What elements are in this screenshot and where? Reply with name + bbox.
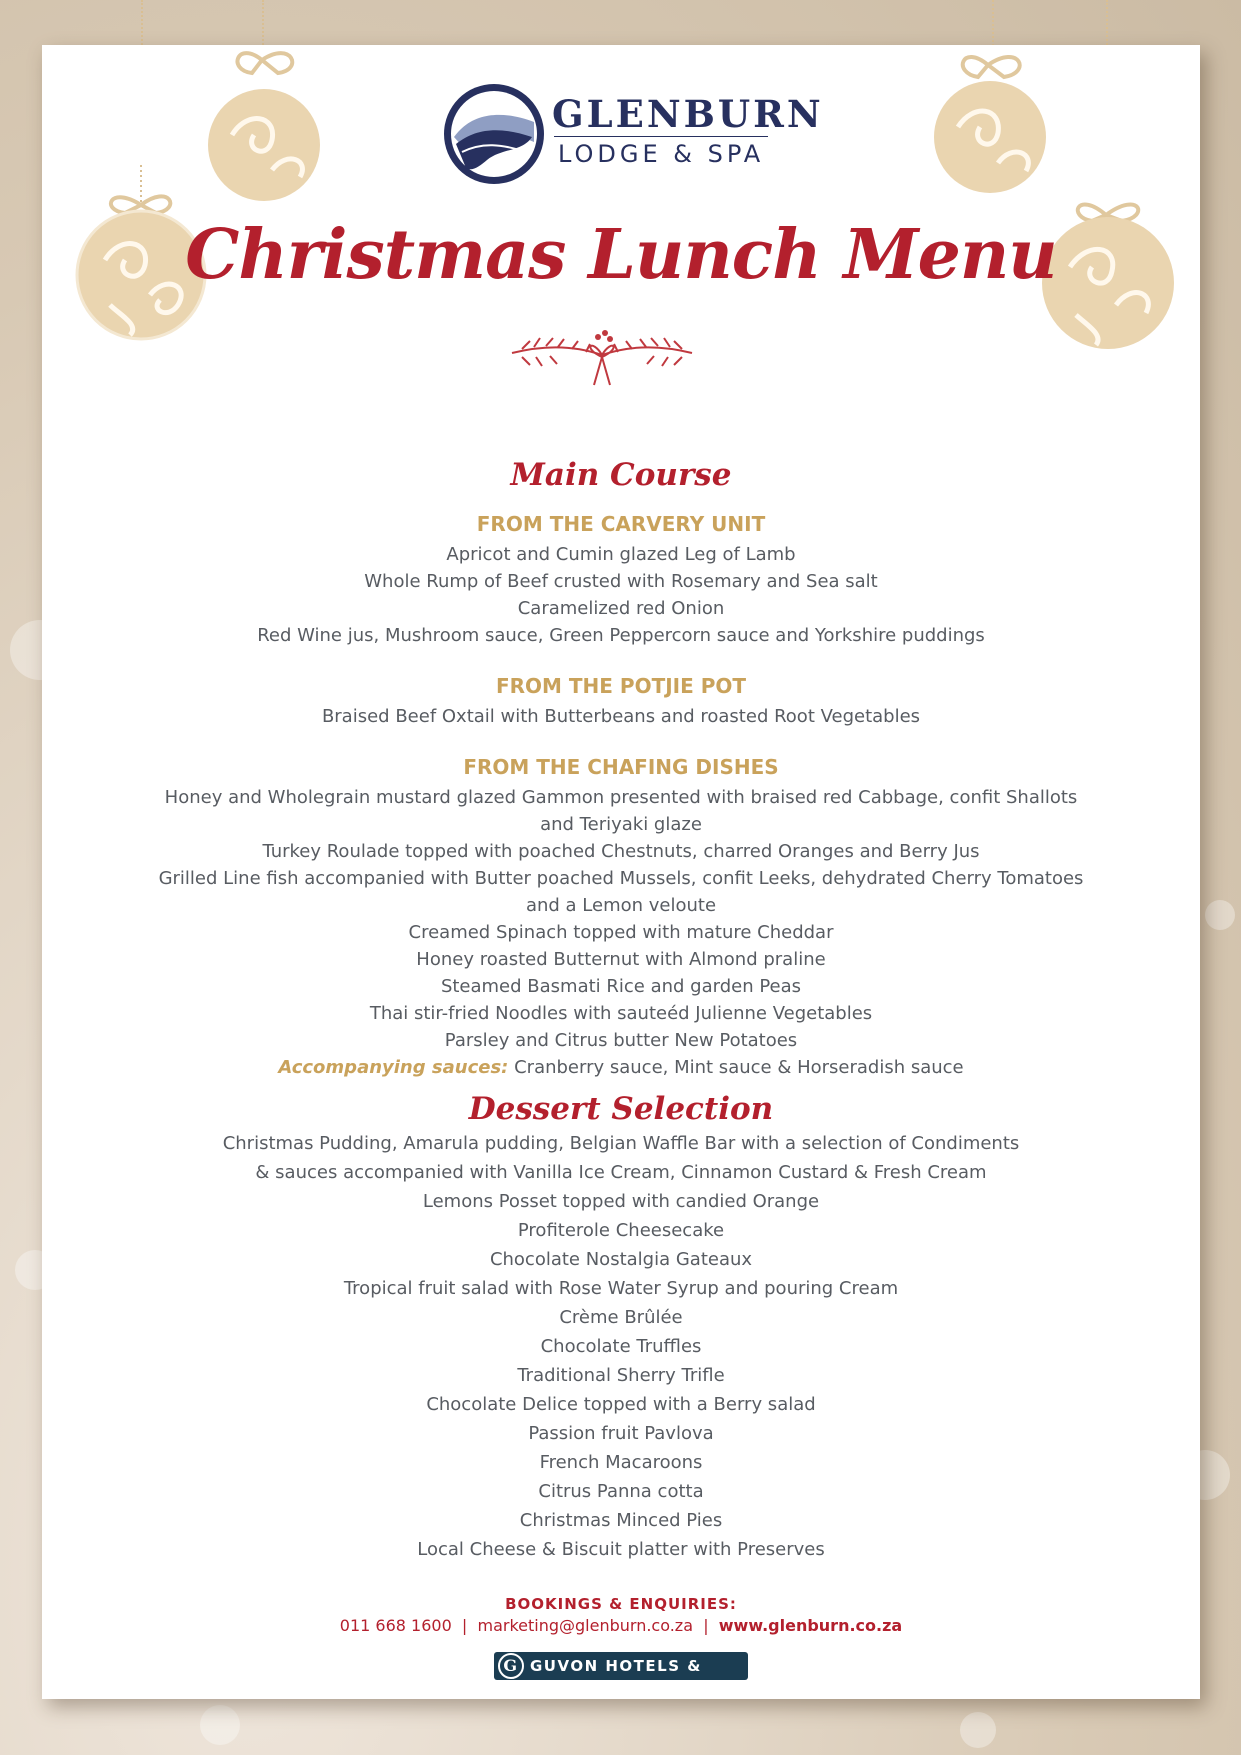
guvon-name: GUVON HOTELS & SPAS [494, 1657, 702, 1699]
menu-item: Parsley and Citrus butter New Potatoes [444, 1030, 798, 1051]
menu-item: Caramelized red Onion [517, 598, 725, 619]
bookings-label: BOOKINGS & ENQUIRIES: [505, 1595, 737, 1613]
dessert-item: Citrus Panna cotta [538, 1481, 704, 1502]
background-bokeh [200, 1705, 240, 1745]
menu-item: Creamed Spinach topped with mature Cheddar [408, 922, 834, 943]
menu-item: Red Wine jus, Mushroom sauce, Green Peppercorn sauce and Yorkshire puddings [257, 625, 985, 646]
ornament-bauble-icon [202, 45, 332, 215]
glenburn-logo [442, 78, 824, 190]
dessert-item: Crème Brûlée [559, 1307, 683, 1328]
brand-name-line1: GLENBURN [552, 92, 824, 136]
menu-item: Thai stir-fried Noodles with sauteéd Julienne Vegetables [369, 1003, 873, 1024]
dessert-item: Lemons Posset topped with candied Orange [422, 1191, 820, 1212]
logo-divider [554, 136, 768, 137]
dessert-item: Chocolate Nostalgia Gateaux [489, 1249, 753, 1270]
dessert-item: Profiterole Cheesecake [517, 1220, 725, 1241]
dessert-heading: Dessert Selection [468, 1091, 774, 1127]
background-bokeh [960, 1712, 996, 1748]
contact-line [42, 1616, 1200, 1635]
menu-item: Honey and Wholegrain mustard glazed Gammon presented with braised red Cabbage, confit Shallots [164, 787, 1078, 808]
section-heading-potjie: FROM THE POTJIE POT [495, 674, 747, 698]
menu-content [42, 455, 1200, 1564]
page-title: Christmas Lunch Menu [185, 215, 1057, 295]
dessert-item: Tropical fruit salad with Rose Water Syrup and pouring Cream [343, 1278, 899, 1299]
section-heading-chafing: FROM THE CHAFING DISHES [463, 755, 779, 779]
glenburn-emblem-icon [442, 82, 546, 186]
dessert-item: French Macaroons [539, 1452, 703, 1473]
dessert-item: Christmas Pudding, Amarula pudding, Belgian Waffle Bar with a selection of Condiments [222, 1133, 1020, 1154]
guvon-logo [494, 1652, 748, 1699]
accompanying-sauces-label: Accompanying sauces: [278, 1057, 509, 1078]
brand-name-line2: LODGE & SPA [558, 140, 765, 168]
separator: | [461, 1616, 468, 1635]
menu-item: Steamed Basmati Rice and garden Peas [440, 976, 802, 997]
dessert-item: & sauces accompanied with Vanilla Ice Cream, Cinnamon Custard & Fresh Cream [255, 1162, 987, 1183]
menu-item: and Teriyaki glaze [540, 814, 702, 835]
holly-sprig-icon [502, 323, 702, 393]
dessert-item: Chocolate Truffles [540, 1336, 702, 1357]
menu-item: Grilled Line fish accompanied with Butter poached Mussels, confit Leeks, dehydrated Cherry Tomatoes [158, 868, 1084, 889]
menu-item: and a Lemon veloute [525, 895, 717, 916]
separator: | [703, 1616, 709, 1635]
dessert-item: Chocolate Delice topped with a Berry salad [426, 1394, 816, 1415]
menu-card [42, 45, 1200, 1699]
email-link[interactable]: marketing@glenburn.co.za [477, 1616, 694, 1635]
menu-item: Honey roasted Butternut with Almond praline [416, 949, 826, 970]
menu-item: Apricot and Cumin glazed Leg of Lamb [446, 544, 796, 565]
footer [42, 1595, 1200, 1635]
main-course-heading: Main Course [510, 457, 732, 493]
accompanying-sauces-text: Cranberry sauce, Mint sauce & Horseradish sauce [508, 1057, 964, 1078]
section-heading-carvery: FROM THE CARVERY UNIT [476, 512, 766, 536]
dessert-item: Traditional Sherry Trifle [517, 1365, 725, 1386]
dessert-item: Local Cheese & Biscuit platter with Preserves [417, 1539, 825, 1560]
accompanying-sauces [42, 1054, 1200, 1081]
background-bokeh [1205, 900, 1235, 930]
phone-number[interactable]: 011 668 1600 [339, 1616, 452, 1635]
guvon-g-icon: G [498, 1653, 524, 1679]
menu-item: Turkey Roulade topped with poached Chestnuts, charred Oranges and Berry Jus [262, 841, 980, 862]
menu-item: Whole Rump of Beef crusted with Rosemary and Sea salt [364, 571, 878, 592]
menu-item: Braised Beef Oxtail with Butterbeans and roasted Root Vegetables [321, 706, 921, 727]
dessert-item: Passion fruit Pavlova [528, 1423, 714, 1444]
dessert-item: Christmas Minced Pies [519, 1510, 723, 1531]
website-link[interactable]: www.glenburn.co.za [718, 1616, 903, 1635]
